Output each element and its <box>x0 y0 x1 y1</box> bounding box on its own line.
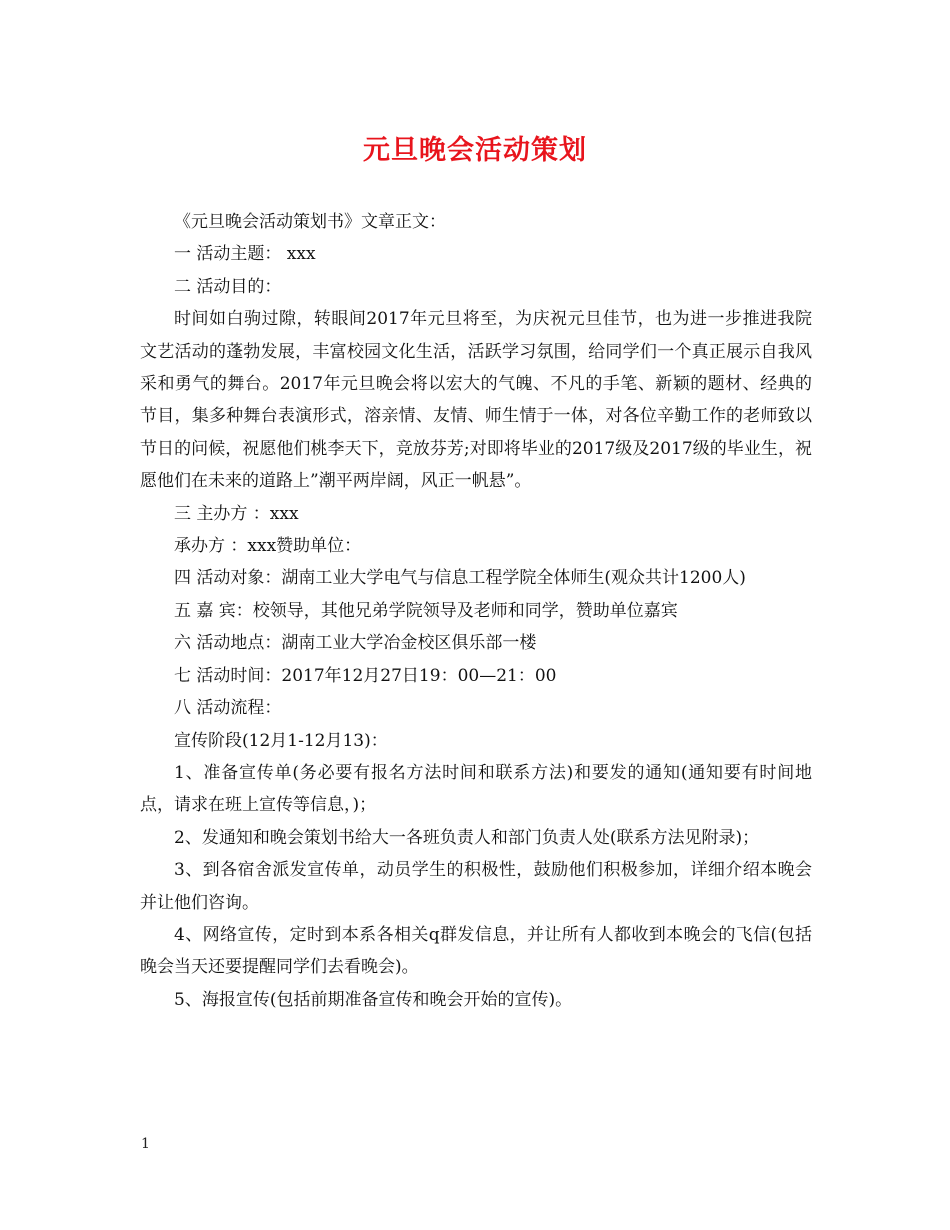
section-time: 七 活动时间：2017年12月27日19：00—21：00 <box>174 665 557 686</box>
promotion-step-4: 4、网络宣传，定时到本系各相关q群发信息，并让所有人都收到本晚会的飞信(包括晚会当天还要提醒同学们去看晚会)。 <box>140 924 812 978</box>
section-location: 六 活动地点：湖南工业大学冶金校区俱乐部一楼 <box>174 633 537 654</box>
promotion-step-5: 5、海报宣传(包括前期准备宣传和晚会开始的宣传)。 <box>174 989 573 1010</box>
section-purpose-heading: 二 活动目的： <box>174 276 282 297</box>
page-title: 元旦晚会活动策划 <box>363 135 587 166</box>
intro-line: 《元旦晚会活动策划书》文章正文： <box>174 212 446 232</box>
section-organizer: 承办方 ：xxx赞助单位： <box>174 536 362 557</box>
promotion-step-2: 2、发通知和晚会策划书给大一各班负责人和部门负责人处(联系方法见附录)； <box>174 827 760 848</box>
section-purpose-body: 时间如白驹过隙，转眼间2017年元旦将至，为庆祝元旦佳节，也为进一步推进我院文艺活动的蓬勃发展，丰富校园文化生活，活跃学习氛围，给同学们一个真正展示自我风采和勇气的舞台。2017年元旦晚会将以宏大的气魄、不凡的手笔、新颖的题材、经典的节目，集多种舞台表演形式，溶亲情、友情、师生情于一体，对各位辛勤工作的老师致以节日的问候，祝愿他们桃李天下，竞放芬芳;对即将毕业的2017级及2017级的毕业生，祝愿他们在未来的道路上”潮平两岸阔，风正一帆悬”。 <box>140 309 812 492</box>
promotion-step-1: 1、准备宣传单(务必要有报名方法时间和联系方法)和要发的通知(通知要有时间地点，请求在班上宣传等信息，)； <box>140 762 812 816</box>
promotion-step-3: 3、到各宿舍派发宣传单，动员学生的积极性，鼓励他们积极参加，详细介绍本晚会并让他们咨询。 <box>140 860 812 913</box>
section-theme: 一 活动主题： xxx <box>174 244 316 265</box>
promotion-stage-heading: 宣传阶段(12月1-12月13)： <box>174 730 388 751</box>
page-number: 1 <box>141 1136 150 1152</box>
section-guests: 五 嘉 宾：校领导，其他兄弟学院领导及老师和同学，赞助单位嘉宾 <box>174 600 678 621</box>
section-host: 三 主办方 ：xxx <box>174 503 299 524</box>
section-audience: 四 活动对象：湖南工业大学电气与信息工程学院全体师生(观众共计1200人) <box>174 568 746 589</box>
section-flow-heading: 八 活动流程： <box>174 698 282 719</box>
document-body <box>140 206 812 1016</box>
